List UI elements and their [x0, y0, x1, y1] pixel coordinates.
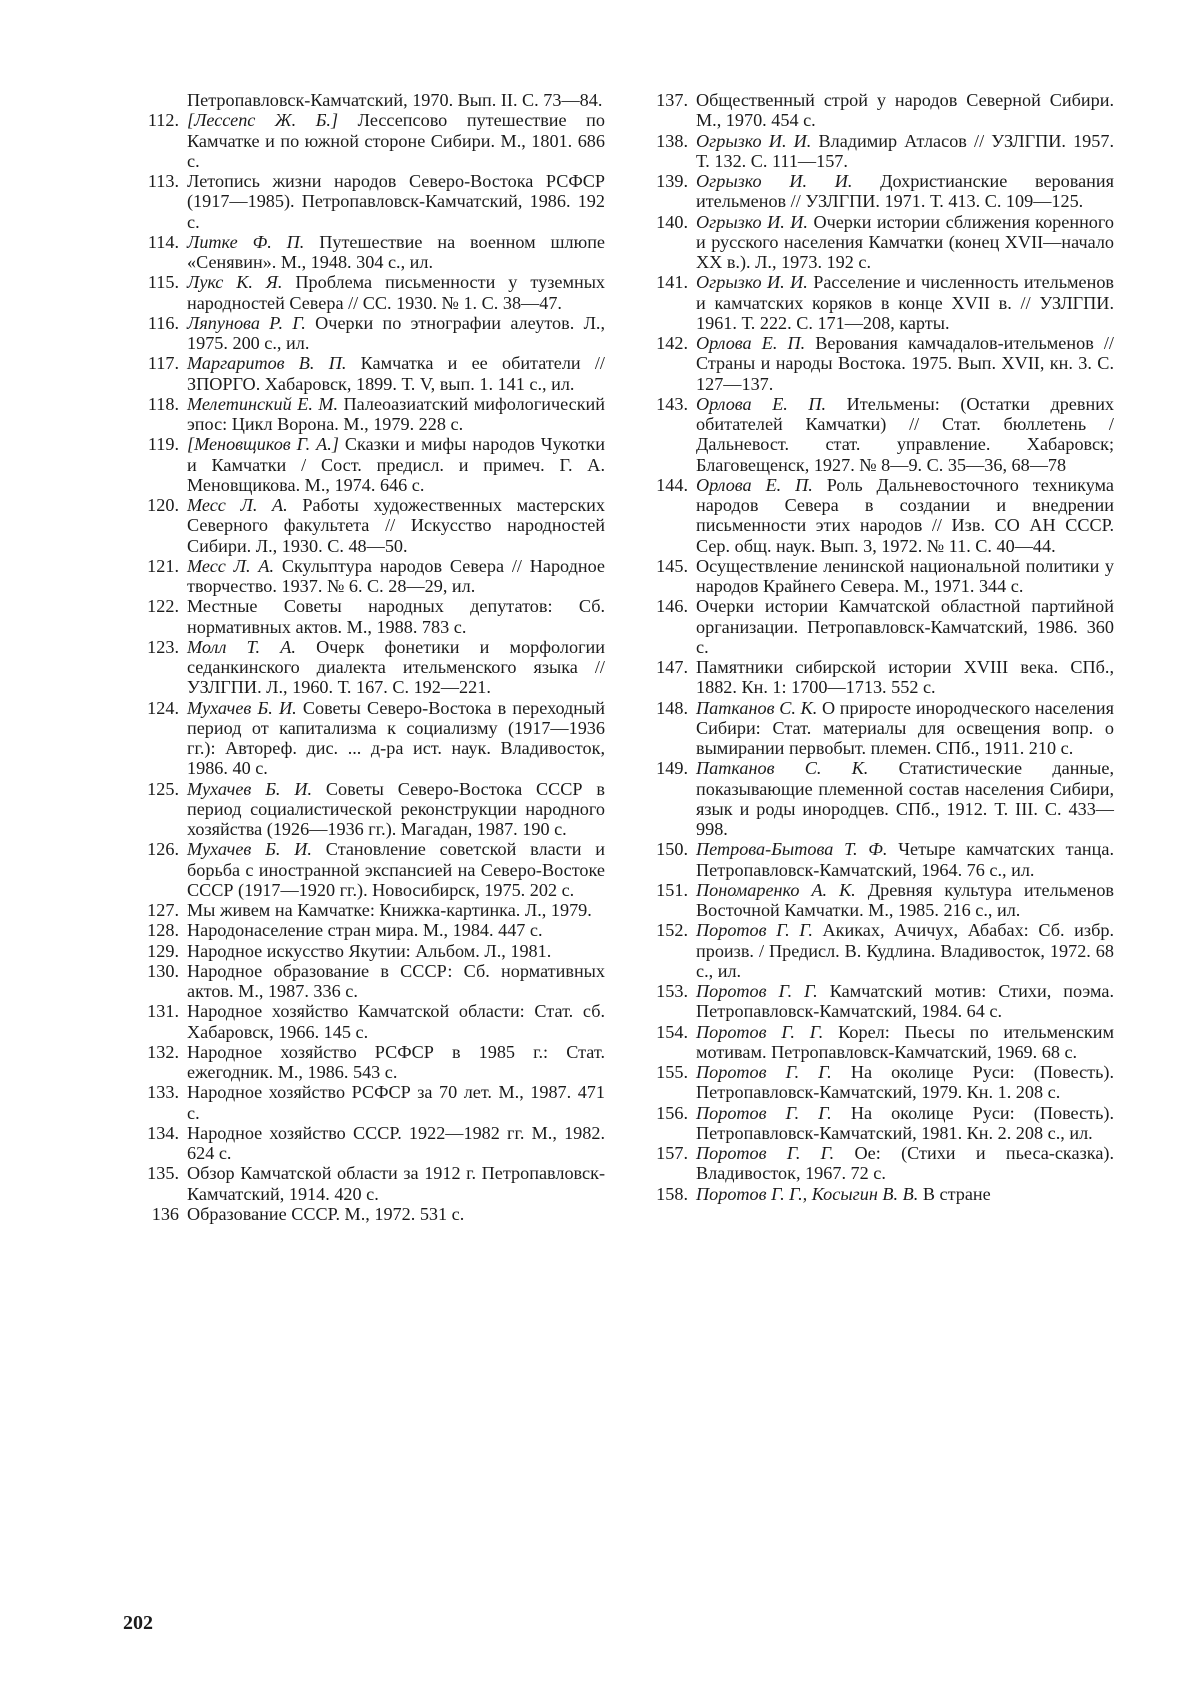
entry-author: Пономаренко А. К.: [696, 879, 856, 900]
entry-text: О приросте инородческого населения Сибири: Стат. материалы для освещения вопр. о вымирании первобыт. племен. СПб., 1911. 210 с.: [696, 697, 1115, 758]
entry-number: 131.: [147, 1001, 179, 1022]
entry-number: 120.: [147, 495, 179, 515]
entry-number: 126.: [147, 839, 179, 860]
bibliography-entry: [133, 1082, 605, 1123]
entry-author: Поротов Г. Г.: [696, 1102, 832, 1123]
entry-text: Народное хозяйство СССР. 1922—1982 гг. М., 1982. 624 с.: [187, 1122, 605, 1163]
entry-author: Поротов Г. Г.: [696, 981, 818, 1001]
bibliography-entry: [133, 839, 605, 900]
bibliography-entry: [642, 981, 1114, 1022]
entry-number: 144.: [656, 474, 688, 495]
entry-number: 133.: [147, 1082, 179, 1103]
entry-author: Ляпунова Р. Г.: [187, 312, 306, 333]
entry-author: Поротов Г. Г.: [696, 1062, 832, 1082]
bibliography-entry: [642, 839, 1114, 880]
entry-number: 139.: [656, 171, 688, 191]
entry-number: 154.: [656, 1021, 688, 1042]
entry-number: 122.: [147, 596, 179, 617]
entry-text: Очерки истории сближения коренного и русского населения Камчатки (конец XVII—начало XX в.). Л., 1973. 192 с.: [696, 211, 1115, 272]
entry-number: 127.: [147, 900, 179, 920]
entry-number: 125.: [147, 778, 179, 799]
entry-author: Орлова Е. П.: [696, 333, 806, 353]
entry-number: 128.: [147, 920, 179, 941]
entry-author: Мухачев Б. И.: [187, 778, 313, 799]
entry-number: 149.: [656, 758, 688, 779]
entry-number: 112.: [147, 110, 179, 131]
entry-author: Поротов Г. Г.: [696, 1143, 835, 1163]
entry-number: 148.: [656, 697, 688, 718]
entry-number: 138.: [656, 130, 688, 151]
entry-text: Очерки по этнографии алеутов. Л., 1975. 200 с., ил.: [187, 312, 605, 353]
entry-text: Расселение и численность ительменов и камчатских коряков в конце XVII в. // УЗЛГПИ. 1961. Т. 222. С. 171—208, карты.: [696, 272, 1115, 333]
entry-text: Верования камчадалов-ительменов // Страны и народы Востока. 1975. Вып. XVII, кн. 3. С. 127—137.: [696, 333, 1114, 394]
entry-number: 145.: [656, 555, 688, 576]
entry-text: Общественный строй у народов Северной Сибири. М., 1970. 454 с.: [696, 90, 1114, 131]
entry-text: Путешествие на военном шлюпе «Сенявин». М., 1948. 304 с., ил.: [187, 231, 606, 272]
entry-number: 115.: [147, 272, 179, 293]
entry-number: 150.: [656, 839, 688, 860]
bibliography-entry: [642, 131, 1114, 172]
bibliography-entry: [642, 1103, 1114, 1144]
entry-text: Древняя культура ительменов Восточной Камчатки. М., 1985. 216 с., ил.: [696, 879, 1114, 920]
entry-number: 153.: [656, 981, 688, 1001]
entry-author: Орлова Е. П.: [696, 474, 813, 495]
entry-text: На околице Руси: (Повесть). Петропавловск-Камчатский, 1979. Кн. 1. 208 с.: [696, 1062, 1114, 1103]
bibliography-entry: [133, 495, 605, 556]
bibliography-entry: [642, 698, 1114, 759]
bibliography-entry: [642, 880, 1114, 921]
bibliography-entry: [642, 90, 1114, 131]
bibliography-entry: [133, 637, 605, 698]
bibliography-entry: [642, 657, 1114, 698]
bibliography-entry: [642, 171, 1114, 212]
entry-author: Огрызко И. И.: [696, 272, 808, 293]
entry-text: Владимир Атласов // УЗЛГПИ. 1957. Т. 132. С. 111—157.: [696, 130, 1115, 171]
bibliography-entry: [642, 1184, 1114, 1204]
entry-number: 121.: [147, 555, 179, 576]
entry-text: Очерки истории Камчатской областной партийной организации. Петропавловск-Камчатский, 1986. 360 с.: [696, 596, 1114, 657]
entry-number: 156.: [656, 1102, 688, 1123]
bibliography-entry: [133, 1163, 605, 1204]
bibliography-entry: [133, 313, 605, 354]
bibliography-entry: [133, 232, 605, 273]
bibliography-entry: [133, 900, 605, 920]
entry-text: На околице Руси: (Повесть). Петропавловск-Камчатский, 1981. Кн. 2. 208 с., ил.: [696, 1102, 1114, 1143]
bibliography-entry: [642, 475, 1114, 556]
entry-number: 142.: [656, 333, 688, 353]
entry-number: 152.: [656, 920, 688, 941]
entry-text: Обзор Камчатской области за 1912 г. Петропавловск-Камчатский, 1914. 420 с.: [187, 1163, 605, 1204]
entry-number: 136: [151, 1203, 179, 1224]
entry-author: [Меновщиков Г. А.]: [187, 434, 339, 455]
entry-text: Статистические данные, показывающие племенной состав населения Сибири, язык и роды инородцев. СПб., 1912. Т. III. С. 433—998.: [696, 758, 1115, 839]
entry-number: 155.: [656, 1062, 688, 1082]
entry-author: Огрызко И. И.: [696, 211, 808, 232]
bibliography-entry: [133, 1123, 605, 1164]
bibliography-entry: [133, 1001, 605, 1042]
entry-text: Советы Северо-Востока СССР в период социалистической реконструкции народного хозяйства (1926—1936 гг.). Магадан, 1987. 190 с.: [187, 778, 606, 839]
bibliography-entry: [642, 394, 1114, 475]
entry-text: Проблема письменности у туземных народностей Севера // СС. 1930. № 1. С. 38—47.: [187, 272, 606, 313]
entry-text: Ое: (Стихи и пьеса-сказка). Владивосток, 1967. 72 с.: [696, 1143, 1114, 1184]
entry-number: 134.: [147, 1122, 179, 1143]
bibliography-entry: [133, 556, 605, 597]
bibliography-entry: [133, 779, 605, 840]
entry-number: 130.: [147, 960, 179, 981]
entry-author: Литке Ф. П.: [187, 231, 305, 252]
bibliography-entry: [642, 758, 1114, 839]
bibliography-entry: [642, 272, 1114, 333]
page-number: 202: [123, 1612, 153, 1634]
bibliography-entry: [642, 596, 1114, 657]
entry-text: Осуществление ленинской национальной политики у народов Крайнего Севера. М., 1971. 344 с.: [696, 555, 1114, 596]
entry-author: Поротов Г. Г.: [696, 920, 813, 941]
bibliography-entry: [642, 1062, 1114, 1103]
entry-number: 140.: [656, 211, 688, 232]
entry-text: Очерк фонетики и морфологии седанкинского диалекта ительменского языка // УЗЛГПИ. Л., 1960. Т. 167. С. 192—221.: [187, 636, 605, 698]
entry-text: Камчатский мотив: Стихи, поэма. Петропавловск-Камчатский, 1984. 64 с.: [696, 981, 1114, 1022]
entry-text: Народное образование в СССР: Сб. нормативных актов. М., 1987. 336 с.: [187, 960, 605, 1001]
entry-author: Лукс К. Я.: [187, 272, 283, 293]
bibliography-entry: [642, 1022, 1114, 1063]
entry-author: Орлова Е. П.: [696, 393, 827, 414]
bibliography-entry: [133, 920, 605, 940]
entry-text: Роль Дальневосточного техникума народов Севера в создании и внедрении письменности этих народов // Изв. СО АН СССР. Сер. общ. наук. Вып. 3, 1972. № 11. С. 40—44.: [696, 474, 1115, 556]
entry-number: 135.: [147, 1163, 179, 1184]
entry-text: Народное хозяйство Камчатской области: Стат. сб. Хабаровск, 1966. 145 с.: [187, 1001, 605, 1042]
entry-number: 113.: [147, 171, 179, 191]
entry-number: 143.: [656, 393, 688, 414]
bibliography-entry: [642, 333, 1114, 394]
bibliography-column-right: [642, 90, 1114, 1204]
entry-author: Мухачев Б. И.: [187, 697, 297, 718]
entry-number: 118.: [147, 393, 179, 414]
bibliography-entry: [133, 171, 605, 232]
entry-number: 157.: [656, 1143, 688, 1163]
bibliography-entry: [642, 556, 1114, 597]
bibliography-entry: [133, 353, 605, 394]
bibliography-entry: [133, 394, 605, 435]
bibliography-column-left: [133, 90, 605, 1224]
entry-text: Народное хозяйство РСФСР за 70 лет. М., 1987. 471 с.: [187, 1082, 605, 1123]
entry-number: 146.: [656, 596, 688, 617]
bibliography-entry: [133, 272, 605, 313]
bibliography-entry: [133, 90, 605, 110]
entry-author: Патканов С. К.: [696, 697, 818, 718]
entry-number: 114.: [147, 231, 179, 252]
entry-text: Акиках, Ачичух, Абабах: Сб. избр. произв. / Предисл. В. Кудлина. Владивосток, 1972. 68 с., ил.: [696, 920, 1114, 981]
entry-number: 147.: [656, 657, 688, 677]
entry-number: 124.: [147, 697, 179, 718]
bibliography-entry: [133, 698, 605, 779]
entry-text: Корел: Пьесы по ительменским мотивам. Петропавловск-Камчатский, 1969. 68 с.: [696, 1021, 1114, 1062]
entry-text: Советы Северо-Востока в переходный период от капитализма к социализму (1917—1936 гг.): Автореф. дис. ... д-ра ист. наук. Владивосток, 1986. 40 с.: [187, 697, 605, 779]
entry-author: Поротов Г. Г.: [696, 1021, 824, 1042]
entry-number: 117.: [147, 353, 179, 374]
entry-text: Петропавловск-Камчатский, 1970. Вып. II. С. 73—84.: [187, 90, 603, 110]
bibliography-entry: [133, 110, 605, 171]
entry-text: Народонаселение стран мира. М., 1984. 447 с.: [187, 920, 543, 941]
entry-number: 123.: [147, 636, 179, 657]
entry-text: Скульптура народов Севера // Народное творчество. 1937. № 6. С. 28—29, ил.: [187, 555, 605, 596]
entry-author: Поротов Г. Г., Косыгин В. В.: [696, 1183, 919, 1204]
entry-number: 141.: [656, 272, 688, 293]
entry-text: Лессепсово путешествие по Камчатке и по южной стороне Сибири. М., 1801. 686 с.: [187, 110, 605, 171]
entry-author: Молл Т. А.: [187, 636, 296, 657]
entry-author: Огрызко И. И.: [696, 130, 812, 151]
entry-author: Месс Л. А.: [187, 555, 274, 576]
entry-text: Народное хозяйство РСФСР в 1985 г.: Стат. ежегодник. М., 1986. 543 с.: [187, 1041, 605, 1082]
entry-text: В стране: [922, 1183, 991, 1204]
entry-author: Мухачев Б. И.: [187, 839, 312, 860]
entry-text: Народное искусство Якутии: Альбом. Л., 1981.: [187, 940, 552, 961]
entry-text: Сказки и мифы народов Чукотки и Камчатки / Сост. предисл. и примеч. Г. А. Меновщикова. М., 1974. 646 с.: [187, 434, 605, 495]
entry-text: Становление советской власти и борьба с иностранной экспансией на Северо-Востоке СССР (1917—1920 гг.). Новосибирск, 1975. 202 с.: [187, 839, 605, 900]
entry-author: Патканов С. К.: [696, 758, 869, 779]
bibliography-entry: [133, 1042, 605, 1083]
entry-text: Камчатка и ее обитатели // ЗПОРГО. Хабаровск, 1899. Т. V, вып. 1. 141 с., ил.: [187, 353, 605, 394]
bibliography-entry: [133, 596, 605, 637]
entry-author: Огрызко И. И.: [696, 171, 853, 191]
entry-text: Летопись жизни народов Северо-Востока РСФСР (1917—1985). Петропавловск-Камчатский, 1986. 192 с.: [187, 171, 605, 232]
entry-text: Образование СССР. М., 1972. 531 с.: [187, 1203, 465, 1224]
entry-author: Месс Л. А.: [187, 495, 288, 515]
entry-text: Работы художественных мастерских Северного факультета // Искусство народностей Сибири. Л., 1930. С. 48—50.: [187, 495, 605, 556]
bibliography-entry: [133, 1204, 605, 1224]
bibliography-entry: [133, 941, 605, 961]
bibliography-entry: [133, 434, 605, 495]
entry-number: 129.: [147, 940, 179, 961]
entry-number: 119.: [147, 434, 179, 455]
entry-text: Четыре камчатских танца. Петропавловск-Камчатский, 1964. 76 с., ил.: [696, 839, 1114, 880]
entry-number: 132.: [147, 1041, 179, 1062]
bibliography-entry: [642, 1143, 1114, 1184]
entry-author: Маргаритов В. П.: [187, 353, 347, 374]
entry-text: Ительмены: (Остатки древних обитателей Камчатки) // Стат. бюллетень / Дальневост. стат. управление. Хабаровск; Благовещенск, 1927. № 8—9. С. 35—36, 68—78: [696, 393, 1115, 475]
entry-number: 151.: [656, 879, 688, 900]
entry-text: Местные Советы народных депутатов: Сб. нормативных актов. М., 1988. 783 с.: [187, 596, 605, 637]
entry-number: 158.: [656, 1183, 688, 1204]
entry-text: Памятники сибирской истории XVIII века. СПб., 1882. Кн. 1: 1700—1713. 552 с.: [696, 657, 1114, 698]
entry-author: Мелетинский Е. М.: [187, 393, 339, 414]
entry-text: Мы живем на Камчатке: Книжка-картинка. Л., 1979.: [187, 900, 592, 920]
entry-number: 116.: [147, 312, 179, 333]
entry-author: Петрова-Бытова Т. Ф.: [696, 839, 888, 860]
entry-text: Палеоазиатский мифологический эпос: Цикл Ворона. М., 1979. 228 с.: [187, 393, 605, 434]
bibliography-entry: [642, 212, 1114, 273]
bibliography-entry: [642, 920, 1114, 981]
entry-number: 137.: [656, 90, 688, 110]
bibliography-entry: [133, 961, 605, 1002]
entry-text: Дохристианские верования ительменов // УЗЛГПИ. 1971. Т. 413. С. 109—125.: [696, 171, 1114, 212]
entry-author: [Лессепс Ж. Б.]: [187, 110, 339, 131]
